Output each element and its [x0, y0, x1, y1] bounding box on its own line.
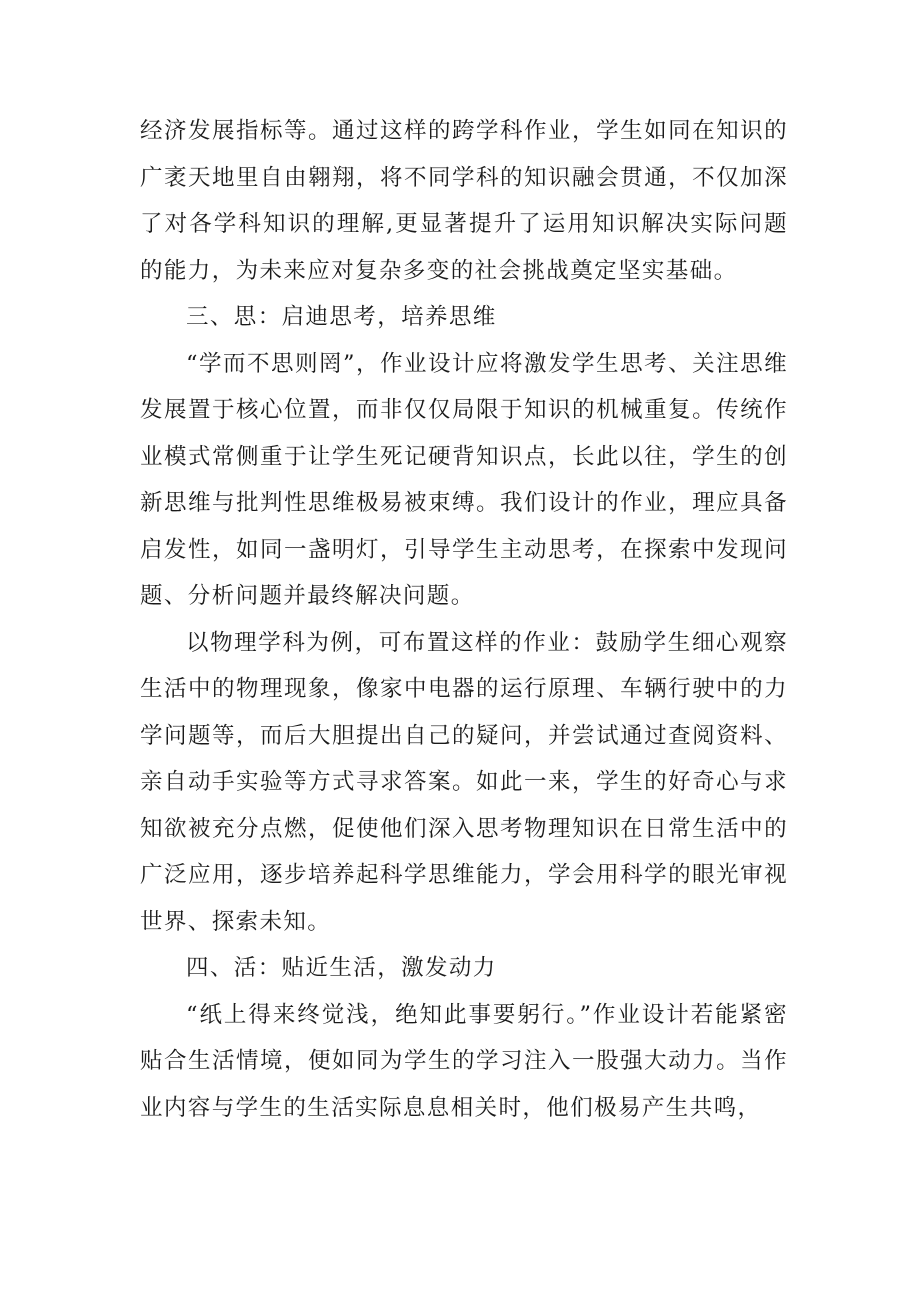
section-heading-4: 四、活：贴近生活，激发动力 [186, 955, 497, 981]
document-body [140, 108, 788, 1131]
paragraph-continuation: 经济发展指标等。通过这样的跨学科作业，学生如同在知识的广袤天地里自由翱翔，将不同学科的知识融会贯通，不仅加深了对各学科知识的理解,更显著提升了运用知识解决实际问题的能力，为未来应对复杂多变的社会挑战奠定坚实基础。 [140, 118, 788, 284]
paragraph-thinking-intro: “学而不思则罔”，作业设计应将激发学生思考、关注思维发展置于核心位置，而非仅仅局限于知识的机械重复。传统作业模式常侧重于让学生死记硬背知识点，长此以往，学生的创新思维与批判性思维极易被束缚。我们设计的作业，理应具备启发性，如同一盏明灯，引导学生主动思考，在探索中发现问题、分析问题并最终解决问题。 [140, 350, 788, 609]
section-heading-3: 三、思：启迪思考，培养思维 [186, 304, 497, 330]
paragraph-physics-example: 以物理学科为例，可布置这样的作业：鼓励学生细心观察生活中的物理现象，像家中电器的运行原理、车辆行驶中的力学问题等，而后大胆提出自己的疑问，并尝试通过查阅资料、亲自动手实验等方式寻求答案。如此一来，学生的好奇心与求知欲被充分点燃，促使他们深入思考物理知识在日常生活中的广泛应用，逐步培养起科学思维能力，学会用科学的眼光审视世界、探索未知。 [140, 629, 788, 935]
paragraph-life-intro: “纸上得来终觉浅，绝知此事要躬行。”作业设计若能紧密贴合生活情境，便如同为学生的学习注入一股强大动力。当作业内容与学生的生活实际息息相关时，他们极易产生共鸣， [140, 1001, 788, 1121]
